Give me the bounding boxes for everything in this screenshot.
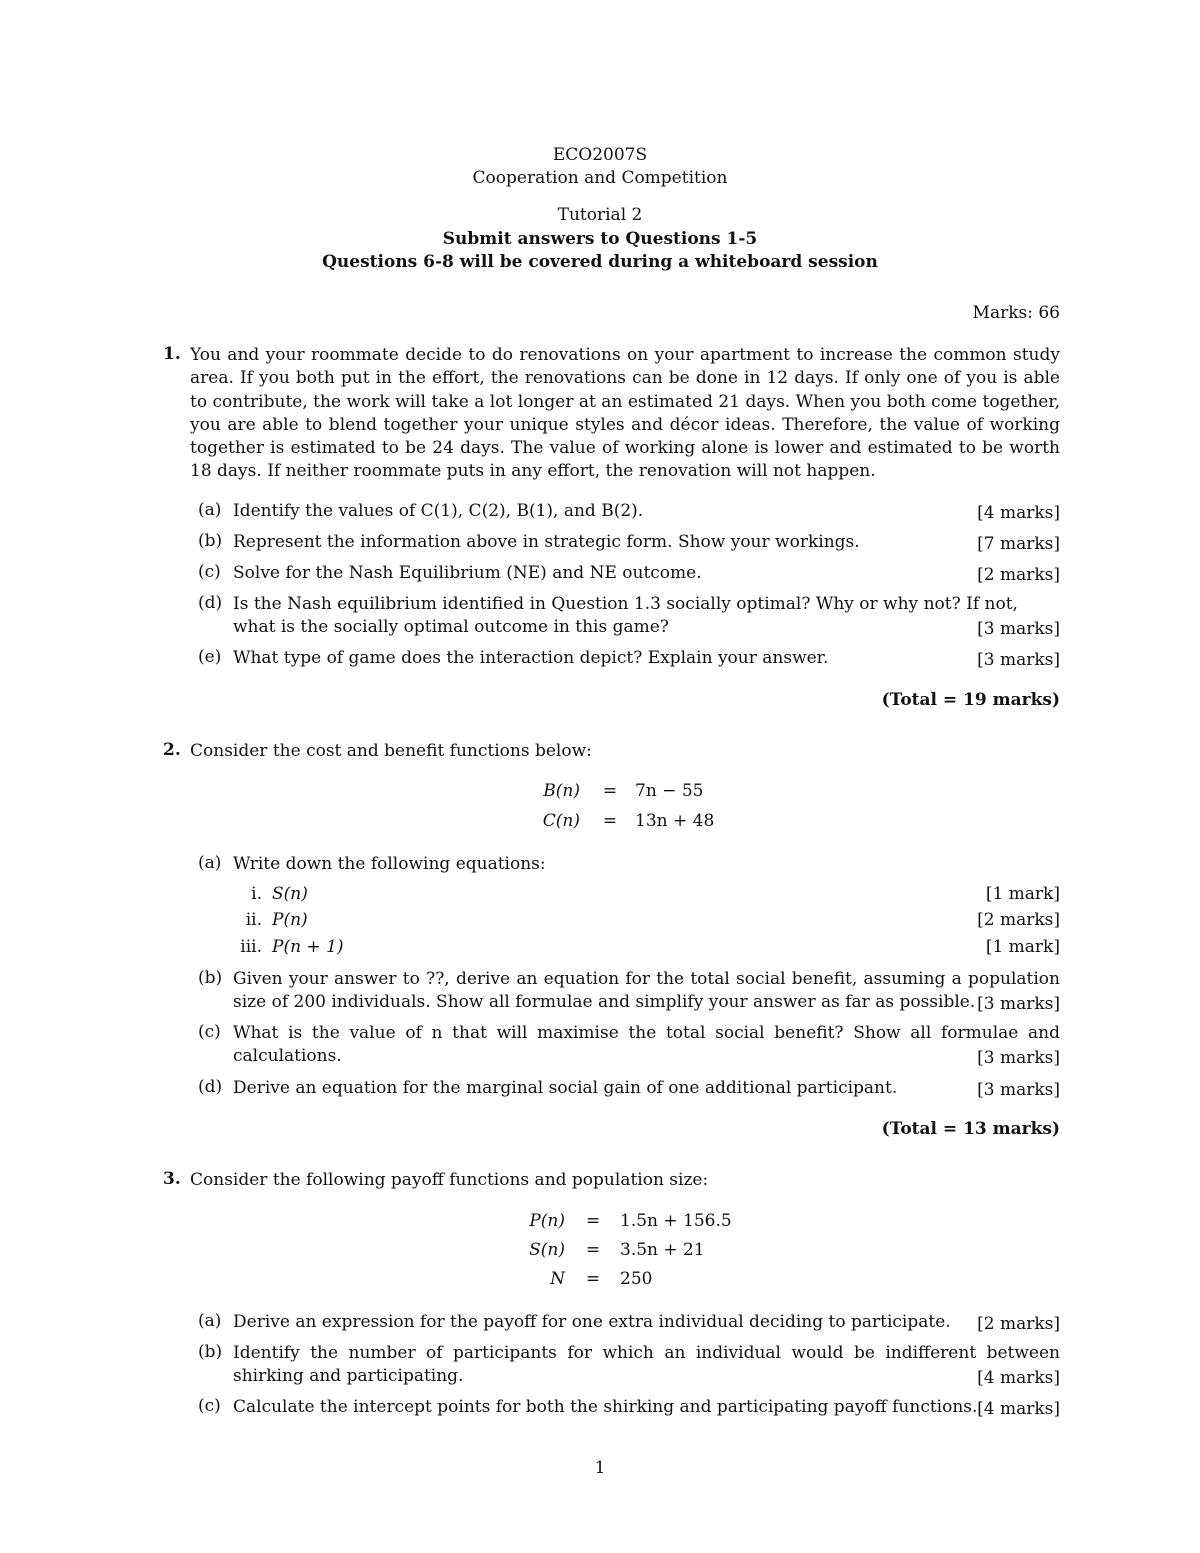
question-2a-ii	[230, 910, 1060, 933]
subpart-marks: [2 marks]	[977, 910, 1060, 930]
question-2-text: Consider the cost and benefit functions below:	[190, 741, 592, 761]
part-text: Derive an equation for the marginal social gain of one additional participant.	[233, 1078, 898, 1098]
part-marks: [3 marks]	[977, 994, 1060, 1014]
part-text: Represent the information above in strategic form. Show your workings.	[233, 532, 860, 552]
equation-operator: =	[602, 811, 618, 831]
equation-row	[0, 811, 1200, 835]
subpart-text: P(n + 1)	[272, 937, 344, 957]
course-title: Cooperation and Competition	[472, 168, 728, 188]
equation-rhs: 250	[620, 1269, 653, 1289]
part-label: (a)	[198, 1311, 222, 1331]
question-3c	[198, 1396, 1060, 1419]
part-marks: [3 marks]	[977, 619, 1060, 639]
part-label: (d)	[198, 593, 223, 613]
equation-rhs: 3.5n + 21	[620, 1240, 705, 1260]
part-label: (b)	[198, 968, 223, 988]
part-marks: [3 marks]	[977, 1048, 1060, 1068]
part-text: Write down the following equations:	[233, 854, 546, 874]
question-3a	[198, 1311, 1060, 1334]
question-1b	[198, 531, 1060, 554]
equation-row	[0, 781, 1200, 805]
question-2-number: 2.	[163, 740, 181, 760]
equation-operator: =	[585, 1211, 601, 1231]
question-2a-i	[230, 884, 1060, 907]
part-text: Solve for the Nash Equilibrium (NE) and NE outcome.	[233, 563, 702, 583]
question-2a-iii	[230, 937, 1060, 960]
question-2-total: (Total = 13 marks)	[881, 1119, 1060, 1139]
subpart-text: S(n)	[272, 884, 308, 904]
total-marks: Marks: 66	[972, 303, 1060, 323]
question-1e	[198, 647, 1060, 670]
equation-row	[0, 1211, 1200, 1235]
equation-rhs: 13n + 48	[635, 811, 715, 831]
subpart-text: P(n)	[272, 910, 308, 930]
part-marks: [2 marks]	[977, 565, 1060, 585]
whiteboard-note: Questions 6-8 will be covered during a whiteboard session	[322, 252, 878, 272]
subpart-label: iii.	[240, 937, 262, 957]
question-2a	[198, 853, 1060, 876]
question-2c	[198, 1022, 1060, 1068]
equation-lhs: N	[550, 1269, 565, 1289]
equation-lhs: B(n)	[543, 781, 580, 801]
part-marks: [2 marks]	[977, 1314, 1060, 1334]
question-1a	[198, 500, 1060, 523]
question-3b	[198, 1342, 1060, 1388]
equation-lhs: S(n)	[529, 1240, 565, 1260]
part-label: (b)	[198, 531, 223, 551]
equation-operator: =	[602, 781, 618, 801]
subpart-label: ii.	[245, 910, 262, 930]
tutorial-title: Tutorial 2	[557, 205, 643, 225]
submit-note: Submit answers to Questions 1-5	[442, 229, 758, 249]
part-text: Is the Nash equilibrium identified in Question 1.3 socially optimal? Why or why not? If not, what is the socially optimal outcome in this game?	[233, 594, 1018, 637]
equation-lhs: C(n)	[542, 811, 580, 831]
equation-row	[0, 1240, 1200, 1264]
question-1-total: (Total = 19 marks)	[881, 690, 1060, 710]
question-3-number: 3.	[163, 1169, 181, 1189]
part-label: (d)	[198, 1077, 223, 1097]
part-text: Calculate the intercept points for both the shirking and participating payoff functions.	[233, 1397, 978, 1417]
page-number: 1	[594, 1458, 606, 1478]
equation-lhs: P(n)	[529, 1211, 565, 1231]
part-marks: [4 marks]	[977, 1368, 1060, 1388]
question-2d	[198, 1077, 1060, 1100]
part-text: Identify the values of C(1), C(2), B(1), and B(2).	[233, 501, 644, 521]
part-marks: [7 marks]	[977, 534, 1060, 554]
subpart-marks: [1 mark]	[985, 884, 1060, 904]
subpart-label: i.	[251, 884, 262, 904]
part-marks: [3 marks]	[977, 650, 1060, 670]
part-label: (c)	[198, 1396, 221, 1416]
part-marks: [4 marks]	[977, 503, 1060, 523]
question-1-text: You and your roommate decide to do renovations on your apartment to increase the common study area. If you both put in the effort, the renovations can be done in 12 days. If only one of you is able to contribute, the work will take a lot longer at an estimated 21 days. When you both come together, you are able to blend together your unique styles and décor ideas. Therefore, the value of working together is estimated to be 24 days. The value of working alone is lower and estimated to be worth 18 days. If neither roommate puts in any effort, the renovation will not happen.	[190, 345, 1060, 482]
question-1c	[198, 562, 1060, 585]
part-label: (e)	[198, 647, 222, 667]
part-text: Derive an expression for the payoff for one extra individual deciding to participate.	[233, 1312, 951, 1332]
question-2b	[198, 968, 1060, 1014]
part-label: (b)	[198, 1342, 223, 1362]
part-marks: [3 marks]	[977, 1080, 1060, 1100]
question-3-text: Consider the following payoff functions and population size:	[190, 1170, 709, 1190]
equation-operator: =	[585, 1269, 601, 1289]
question-1d	[198, 593, 1060, 639]
part-text: Given your answer to ??, derive an equation for the total social benefit, assuming a population size of 200 individuals. Show all formulae and simplify your answer as far as possible.	[233, 969, 1060, 1012]
part-label: (c)	[198, 1022, 221, 1042]
part-marks: [4 marks]	[977, 1399, 1060, 1419]
equation-rhs: 7n − 55	[635, 781, 704, 801]
question-1-number: 1.	[163, 344, 181, 364]
equation-operator: =	[585, 1240, 601, 1260]
course-code: ECO2007S	[552, 145, 648, 165]
equation-row	[0, 1269, 1200, 1293]
equation-rhs: 1.5n + 156.5	[620, 1211, 732, 1231]
part-label: (a)	[198, 853, 222, 873]
part-label: (c)	[198, 562, 221, 582]
part-text: What type of game does the interaction depict? Explain your answer.	[233, 648, 829, 668]
part-text: What is the value of n that will maximise the total social benefit? Show all formulae and calculations.	[233, 1023, 1060, 1066]
part-text: Identify the number of participants for which an individual would be indifferent between shirking and participating.	[233, 1343, 1060, 1386]
subpart-marks: [1 mark]	[985, 937, 1060, 957]
part-label: (a)	[198, 500, 222, 520]
